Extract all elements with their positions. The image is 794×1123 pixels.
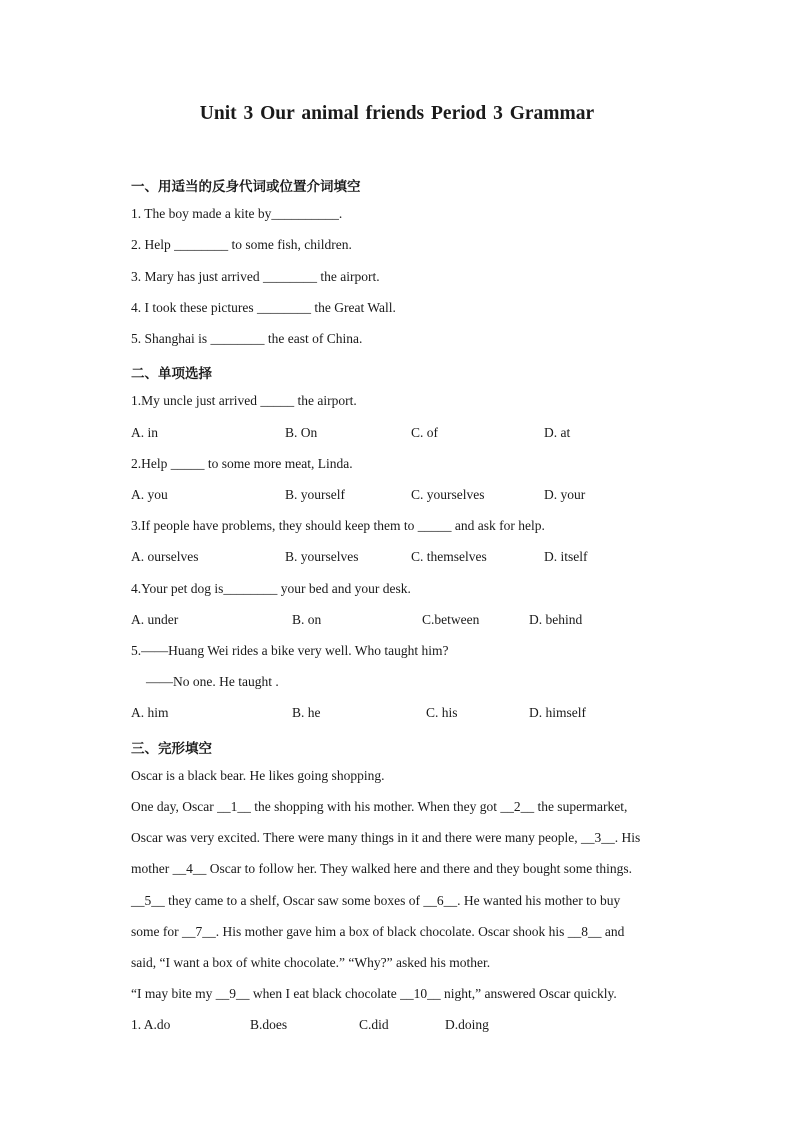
passage-line-4: mother __4__ Oscar to follow her. They walked here and there and they bought some things. <box>131 861 633 876</box>
section1-heading: 一、用适当的反身代词或位置介词填空 <box>131 179 361 195</box>
mc-options-3 <box>131 549 731 567</box>
option-c: C.between <box>422 612 480 627</box>
mc-question-4: 4.Your pet dog is________ your bed and your desk. <box>131 581 411 596</box>
option-b: B. yourself <box>285 487 345 502</box>
page-title: Unit 3 Our animal friends Period 3 Grammar <box>199 103 595 124</box>
option-d: D. at <box>544 425 571 440</box>
passage-line-1: Oscar is a black bear. He likes going shopping. <box>131 768 385 783</box>
section3-heading: 三、完形填空 <box>131 741 212 757</box>
cloze-options-1 <box>131 1017 631 1035</box>
option-a: A. him <box>131 705 169 720</box>
fill-item-3: 3. Mary has just arrived ________ the airport. <box>131 269 380 284</box>
mc-options-5 <box>131 705 731 723</box>
option-d: D.doing <box>445 1017 489 1032</box>
option-b: B. on <box>292 612 322 627</box>
option-a: A. under <box>131 612 179 627</box>
option-c: C.did <box>359 1017 389 1032</box>
mc-options-2 <box>131 487 731 505</box>
passage-line-8: “I may bite my __9__ when I eat black chocolate __10__ night,” answered Oscar quickly. <box>131 986 617 1001</box>
passage-line-5: __5__ they came to a shelf, Oscar saw some boxes of __6__. He wanted his mother to buy <box>131 893 621 908</box>
option-a: A. you <box>131 487 168 502</box>
passage-line-2: One day, Oscar __1__ the shopping with his mother. When they got __2__ the supermarket, <box>131 799 628 814</box>
passage-line-7: said, “I want a box of white chocolate.” “Why?” asked his mother. <box>131 955 491 970</box>
fill-item-4: 4. I took these pictures ________ the Great Wall. <box>131 300 396 315</box>
option-d: D. behind <box>529 612 583 627</box>
passage-line-3: Oscar was very excited. There were many things in it and there were many people, __3__. His <box>131 830 641 845</box>
option-b: B. On <box>285 425 318 440</box>
option-c: C. of <box>411 425 438 440</box>
section2-heading: 二、单项选择 <box>131 366 212 382</box>
option-a: A. ourselves <box>131 549 199 564</box>
fill-item-5: 5. Shanghai is ________ the east of China. <box>131 331 363 346</box>
passage-line-6: some for __7__. His mother gave him a box of black chocolate. Oscar shook his __8__ and <box>131 924 625 939</box>
mc-options-4 <box>131 612 731 630</box>
option-b: B. he <box>292 705 321 720</box>
option-d: D. your <box>544 487 586 502</box>
mc-question-5: 5.——Huang Wei rides a bike very well. Who taught him? <box>131 643 449 658</box>
fill-item-1: 1. The boy made a kite by__________. <box>131 206 343 221</box>
mc-question-3: 3.If people have problems, they should keep them to _____ and ask for help. <box>131 518 545 533</box>
mc-question-2: 2.Help _____ to some more meat, Linda. <box>131 456 353 471</box>
option-c: C. yourselves <box>411 487 485 502</box>
option-b: B.does <box>250 1017 288 1032</box>
option-d: D. himself <box>529 705 586 720</box>
mc-question-5-reply: ——No one. He taught . <box>146 674 279 689</box>
option-a: 1. A.do <box>131 1017 171 1032</box>
option-a: A. in <box>131 425 158 440</box>
mc-options-1 <box>131 425 731 443</box>
mc-question-1: 1.My uncle just arrived _____ the airport. <box>131 393 357 408</box>
option-c: C. his <box>426 705 458 720</box>
fill-item-2: 2. Help ________ to some fish, children. <box>131 237 352 252</box>
option-b: B. yourselves <box>285 549 359 564</box>
option-c: C. themselves <box>411 549 487 564</box>
option-d: D. itself <box>544 549 588 564</box>
